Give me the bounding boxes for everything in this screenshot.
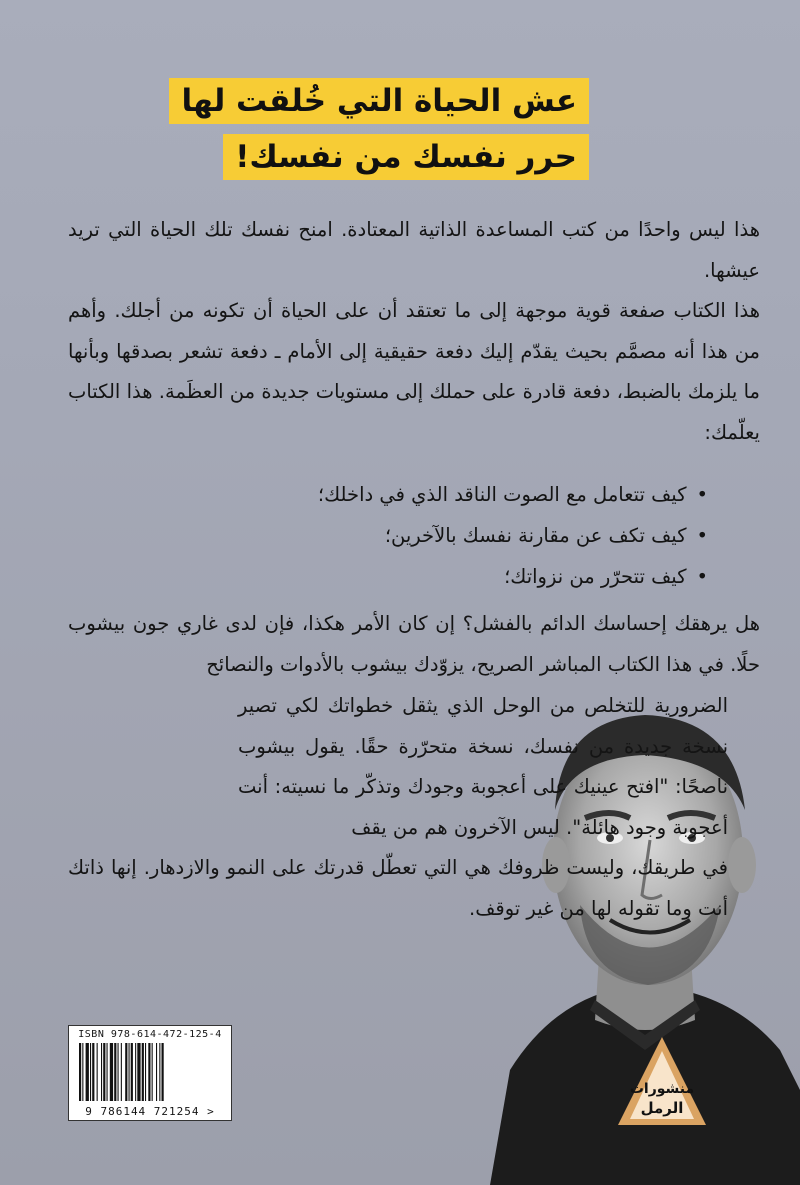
barcode-bar: [107, 1043, 108, 1101]
details-paragraph-part-2: في طريقك، وليست ظروفك هي التي تعطّل قدرتك على النمو والازدهار. إنها ذاتك أنت وما تقوله لها من غير توقف.: [68, 856, 728, 920]
barcode-bar: [145, 1043, 146, 1101]
barcode-bar: [92, 1043, 94, 1101]
intro-paragraph: هذا ليس واحدًا من كتب المساعدة الذاتية المعتادة. امنح نفسك تلك الحياة التي تريد عيشها.: [68, 218, 760, 282]
list-item: • كيف تتحرّر من نزواتك؛: [68, 556, 708, 597]
barcode-bar: [125, 1043, 127, 1101]
headline-line-1: عش الحياة التي خُلقت لها: [169, 78, 589, 124]
publisher-name-line-2: الرمل: [640, 1099, 684, 1117]
barcode-bar: [90, 1043, 91, 1101]
barcode-bar: [103, 1043, 105, 1101]
publisher-logo: [616, 1035, 708, 1127]
barcode-bar: [137, 1043, 140, 1101]
description-paragraph: هذا الكتاب صفعة قوية موجهة إلى ما تعتقد أن على الحياة أن تكونه من أجلك. وأهم من هذا أنه مصمَّم بحيث يقدّم إليك دفعة حقيقية إلى الأمام ـ دفعة تشعر بصدقها وبأنها ما يلزمك بالضبط، دفعة قادرة على حملك إلى مستويات جديدة من العظَمة. هذا الكتاب يعلّمك:: [68, 299, 760, 444]
barcode-bar: [148, 1043, 150, 1101]
barcode-bar: [110, 1043, 113, 1101]
barcode-bar: [156, 1043, 157, 1101]
barcode-bars: [79, 1043, 225, 1101]
barcode-bar: [118, 1043, 119, 1101]
question-paragraph: هل يرهقك إحساسك الدائم بالفشل؟ إن كان الأمر هكذا، فإن لدى غاري جون بيشوب حلًا. في هذا الكتاب المباشر الصريح، يزوّدك بيشوب بالأدوات والنصائح: [68, 612, 760, 676]
barcode-bar: [121, 1043, 122, 1101]
list-item: • كيف تتعامل مع الصوت الناقد الذي في داخلك؛: [68, 474, 708, 515]
barcode-bar: [86, 1043, 89, 1101]
barcode: [68, 1025, 232, 1121]
barcode-bar: [162, 1043, 164, 1101]
barcode-bar: [101, 1043, 102, 1101]
barcode-bar: [159, 1043, 160, 1101]
barcode-bar: [131, 1043, 133, 1101]
headline-line-2: حرر نفسك من نفسك!: [223, 134, 589, 180]
barcode-bar: [135, 1043, 136, 1101]
barcode-bar: [142, 1043, 144, 1101]
isbn-label: ISBN 978-614-472-125-4: [78, 1029, 222, 1040]
barcode-bar: [79, 1043, 81, 1101]
details-paragraph-part-1: الضرورية للتخلص من الوحل الذي يثقل خطواتك لكي تصير نسخة جديدة من نفسك، نسخة متحرّرة حقًا. يقول بيشوب ناصحًا: "افتح عينيك على أعجوبة وجودك وتذكّر ما نسيته: أنت أعجوبة وجود هائلة". ليس الآخرون هم من يقف: [238, 694, 728, 839]
details-paragraph: [68, 686, 728, 929]
barcode-bar: [82, 1043, 83, 1101]
bullet-list: [68, 474, 708, 597]
list-item: • كيف تكف عن مقارنة نفسك بالآخرين؛: [68, 515, 708, 556]
isbn-digits: 9 786144 721254 >: [85, 1105, 215, 1118]
barcode-bar: [152, 1043, 153, 1101]
barcode-bar: [97, 1043, 98, 1101]
barcode-bar: [129, 1043, 130, 1101]
barcode-bar: [114, 1043, 116, 1101]
publisher-name-line-1: منشورات: [629, 1081, 695, 1097]
